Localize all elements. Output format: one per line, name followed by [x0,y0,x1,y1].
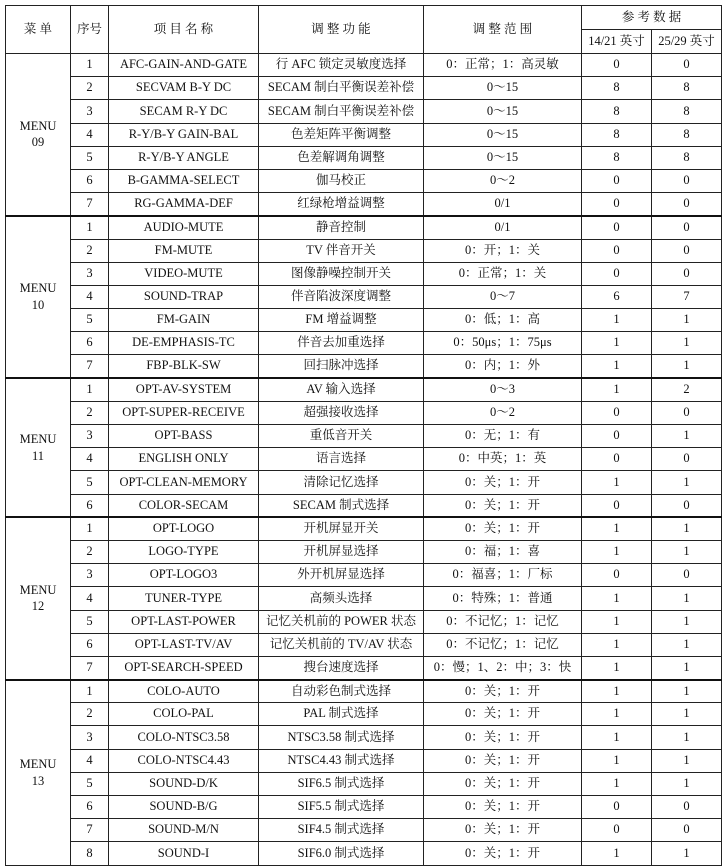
ref-25-29-cell: 0 [652,819,722,842]
item-name-cell: FM-MUTE [109,239,259,262]
range-cell: 0：福喜；1：厂标 [424,564,582,587]
table-row [6,100,722,123]
menu-cell [6,378,71,517]
ref-25-29-cell: 1 [652,749,722,772]
seq-cell: 6 [71,633,109,656]
ref-14-21-cell: 1 [582,309,652,332]
seq-cell: 6 [71,796,109,819]
header-item-name: 项 目 名 称 [109,6,259,54]
function-cell: 重低音开关 [259,425,424,448]
function-cell: 开机屏显选择 [259,540,424,563]
ref-14-21-cell: 0 [582,494,652,517]
function-cell: 静音控制 [259,216,424,239]
ref-14-21-cell: 8 [582,146,652,169]
seq-cell: 1 [71,680,109,703]
range-cell: 0～2 [424,401,582,424]
seq-cell: 5 [71,610,109,633]
item-name-cell: R-Y/B-Y ANGLE [109,146,259,169]
function-cell: 伴音陷波深度调整 [259,285,424,308]
menu-label: MENU [19,756,57,771]
seq-cell: 1 [71,54,109,77]
range-cell: 0：不记忆；1：记忆 [424,633,582,656]
ref-14-21-cell: 0 [582,564,652,587]
range-cell: 0：中英；1：英 [424,448,582,471]
ref-25-29-cell: 0 [652,193,722,216]
seq-cell: 4 [71,448,109,471]
ref-25-29-cell: 1 [652,425,722,448]
function-cell: SIF6.0 制式选择 [259,842,424,865]
function-cell: 伽马校正 [259,169,424,192]
function-cell: SIF5.5 制式选择 [259,796,424,819]
ref-25-29-cell: 0 [652,494,722,517]
header-function: 调 整 功 能 [259,6,424,54]
range-cell: 0：关；1：开 [424,796,582,819]
table-row [6,796,722,819]
item-name-cell: SOUND-D/K [109,772,259,795]
function-cell: 开机屏显开关 [259,517,424,540]
item-name-cell: COLO-NTSC3.58 [109,726,259,749]
range-cell: 0：关；1：开 [424,819,582,842]
ref-14-21-cell: 0 [582,401,652,424]
table-row [6,517,722,540]
menu-cell [6,517,71,679]
seq-cell: 4 [71,123,109,146]
ref-25-29-cell: 1 [652,703,722,726]
range-cell: 0：关；1：开 [424,471,582,494]
ref-25-29-cell: 1 [652,517,722,540]
seq-cell: 3 [71,100,109,123]
item-name-cell: SOUND-TRAP [109,285,259,308]
range-cell: 0：低；1：高 [424,309,582,332]
seq-cell: 6 [71,332,109,355]
range-cell: 0：慢；1、2：中；3：快 [424,656,582,679]
item-name-cell: DE-EMPHASIS-TC [109,332,259,355]
function-cell: SECAM 制式选择 [259,494,424,517]
range-cell: 0～7 [424,285,582,308]
range-cell: 0：关；1：开 [424,703,582,726]
service-menu-table [5,5,722,866]
item-name-cell: SECAM R-Y DC [109,100,259,123]
seq-cell: 7 [71,656,109,679]
item-name-cell: OPT-SUPER-RECEIVE [109,401,259,424]
function-cell: NTSC4.43 制式选择 [259,749,424,772]
table-row [6,471,722,494]
function-cell: NTSC3.58 制式选择 [259,726,424,749]
seq-cell: 7 [71,193,109,216]
item-name-cell: FM-GAIN [109,309,259,332]
table-row [6,819,722,842]
header-col-25-29: 25/29 英寸 [652,30,722,54]
seq-cell: 5 [71,146,109,169]
item-name-cell: AUDIO-MUTE [109,216,259,239]
header-reference: 参 考 数 据 [582,6,722,30]
table-row [6,726,722,749]
range-cell: 0：正常；1：关 [424,262,582,285]
seq-cell: 7 [71,819,109,842]
seq-cell: 1 [71,378,109,401]
ref-25-29-cell: 0 [652,401,722,424]
seq-cell: 6 [71,494,109,517]
range-cell: 0：福；1：喜 [424,540,582,563]
seq-cell: 5 [71,309,109,332]
ref-25-29-cell: 8 [652,77,722,100]
ref-14-21-cell: 0 [582,425,652,448]
table-row [6,564,722,587]
item-name-cell: LOGO-TYPE [109,540,259,563]
item-name-cell: OPT-AV-SYSTEM [109,378,259,401]
menu-number: 09 [31,135,45,150]
table-row [6,448,722,471]
menu-label: MENU [19,281,57,296]
ref-14-21-cell: 1 [582,726,652,749]
table-row [6,587,722,610]
menu-cell [6,680,71,866]
function-cell: 回扫脉冲选择 [259,355,424,378]
ref-25-29-cell: 0 [652,796,722,819]
menu-label: MENU [19,431,57,446]
table-row [6,772,722,795]
function-cell: 外开机屏显选择 [259,564,424,587]
function-cell: SECAM 制白平衡误差补偿 [259,77,424,100]
function-cell: TV 伴音开关 [259,239,424,262]
table-row [6,749,722,772]
ref-14-21-cell: 1 [582,332,652,355]
item-name-cell: AFC-GAIN-AND-GATE [109,54,259,77]
function-cell: 伴音去加重选择 [259,332,424,355]
item-name-cell: OPT-SEARCH-SPEED [109,656,259,679]
function-cell: 记忆关机前的 TV/AV 状态 [259,633,424,656]
ref-14-21-cell: 0 [582,262,652,285]
ref-25-29-cell: 8 [652,100,722,123]
item-name-cell: OPT-LAST-POWER [109,610,259,633]
ref-14-21-cell: 8 [582,123,652,146]
header-seq: 序号 [71,6,109,54]
menu-number: 13 [31,773,45,788]
header-range: 调 整 范 围 [424,6,582,54]
table-row [6,169,722,192]
range-cell: 0：50μs；1：75μs [424,332,582,355]
function-cell: FM 增益调整 [259,309,424,332]
table-row [6,401,722,424]
table-row [6,216,722,239]
ref-25-29-cell: 1 [652,540,722,563]
ref-25-29-cell: 1 [652,610,722,633]
seq-cell: 4 [71,587,109,610]
table-body [6,54,722,866]
ref-14-21-cell: 1 [582,772,652,795]
function-cell: PAL 制式选择 [259,703,424,726]
range-cell: 0～15 [424,77,582,100]
item-name-cell: COLO-PAL [109,703,259,726]
ref-25-29-cell: 0 [652,169,722,192]
ref-14-21-cell: 1 [582,703,652,726]
table-row [6,239,722,262]
menu-number: 12 [31,599,45,614]
table-row [6,123,722,146]
seq-cell: 2 [71,401,109,424]
seq-cell: 5 [71,471,109,494]
seq-cell: 5 [71,772,109,795]
ref-14-21-cell: 0 [582,169,652,192]
table-row [6,309,722,332]
ref-25-29-cell: 2 [652,378,722,401]
ref-25-29-cell: 1 [652,332,722,355]
ref-25-29-cell: 1 [652,772,722,795]
range-cell: 0/1 [424,216,582,239]
function-cell: 图像静噪控制开关 [259,262,424,285]
menu-label: MENU [19,582,57,597]
item-name-cell: OPT-LOGO3 [109,564,259,587]
table-row [6,842,722,865]
range-cell: 0：关；1：开 [424,842,582,865]
table-row [6,540,722,563]
item-name-cell: SOUND-M/N [109,819,259,842]
ref-14-21-cell: 1 [582,656,652,679]
seq-cell: 2 [71,239,109,262]
ref-14-21-cell: 1 [582,610,652,633]
item-name-cell: OPT-LOGO [109,517,259,540]
table-row [6,656,722,679]
item-name-cell: VIDEO-MUTE [109,262,259,285]
ref-25-29-cell: 0 [652,262,722,285]
range-cell: 0：正常；1：高灵敏 [424,54,582,77]
ref-14-21-cell: 1 [582,587,652,610]
seq-cell: 2 [71,540,109,563]
range-cell: 0～15 [424,123,582,146]
header-col-14-21: 14/21 英寸 [582,30,652,54]
table-row [6,703,722,726]
ref-14-21-cell: 1 [582,540,652,563]
range-cell: 0～15 [424,146,582,169]
function-cell: 超强接收选择 [259,401,424,424]
function-cell: 清除记忆选择 [259,471,424,494]
seq-cell: 8 [71,842,109,865]
ref-25-29-cell: 1 [652,842,722,865]
range-cell: 0：关；1：开 [424,726,582,749]
seq-cell: 3 [71,262,109,285]
range-cell: 0～3 [424,378,582,401]
item-name-cell: COLO-AUTO [109,680,259,703]
function-cell: SECAM 制白平衡误差补偿 [259,100,424,123]
item-name-cell: OPT-LAST-TV/AV [109,633,259,656]
table-row [6,146,722,169]
ref-14-21-cell: 0 [582,54,652,77]
ref-25-29-cell: 8 [652,123,722,146]
range-cell: 0：不记忆；1：记忆 [424,610,582,633]
ref-25-29-cell: 0 [652,448,722,471]
table-row [6,680,722,703]
seq-cell: 4 [71,285,109,308]
function-cell: SIF4.5 制式选择 [259,819,424,842]
ref-14-21-cell: 6 [582,285,652,308]
ref-25-29-cell: 1 [652,726,722,749]
header-menu: 菜 单 [6,6,71,54]
item-name-cell: OPT-BASS [109,425,259,448]
ref-14-21-cell: 1 [582,749,652,772]
item-name-cell: B-GAMMA-SELECT [109,169,259,192]
range-cell: 0～2 [424,169,582,192]
table-row [6,425,722,448]
function-cell: 记忆关机前的 POWER 状态 [259,610,424,633]
item-name-cell: SECVAM B-Y DC [109,77,259,100]
ref-14-21-cell: 0 [582,796,652,819]
ref-25-29-cell: 1 [652,355,722,378]
table-header [6,6,722,54]
table-row [6,262,722,285]
item-name-cell: R-Y/B-Y GAIN-BAL [109,123,259,146]
item-name-cell: RG-GAMMA-DEF [109,193,259,216]
ref-25-29-cell: 1 [652,471,722,494]
range-cell: 0：关；1：开 [424,494,582,517]
function-cell: 语言选择 [259,448,424,471]
ref-25-29-cell: 1 [652,656,722,679]
ref-25-29-cell: 7 [652,285,722,308]
ref-25-29-cell: 0 [652,54,722,77]
ref-14-21-cell: 1 [582,355,652,378]
range-cell: 0：特殊；1：普通 [424,587,582,610]
range-cell: 0：关；1：开 [424,680,582,703]
table-row [6,355,722,378]
table-row [6,610,722,633]
table-row [6,378,722,401]
ref-14-21-cell: 1 [582,471,652,494]
ref-25-29-cell: 1 [652,309,722,332]
table-row [6,193,722,216]
function-cell: 色差矩阵平衡调整 [259,123,424,146]
seq-cell: 2 [71,77,109,100]
function-cell: 红绿枪增益调整 [259,193,424,216]
ref-25-29-cell: 0 [652,564,722,587]
function-cell: 自动彩色制式选择 [259,680,424,703]
table-row [6,285,722,308]
range-cell: 0：内；1：外 [424,355,582,378]
range-cell: 0～15 [424,100,582,123]
item-name-cell: SOUND-B/G [109,796,259,819]
ref-14-21-cell: 1 [582,517,652,540]
item-name-cell: SOUND-I [109,842,259,865]
menu-cell [6,54,71,216]
seq-cell: 7 [71,355,109,378]
ref-14-21-cell: 0 [582,819,652,842]
ref-14-21-cell: 1 [582,680,652,703]
function-cell: AV 输入选择 [259,378,424,401]
function-cell: 行 AFC 锁定灵敏度选择 [259,54,424,77]
ref-14-21-cell: 0 [582,216,652,239]
item-name-cell: TUNER-TYPE [109,587,259,610]
range-cell: 0：关；1：开 [424,517,582,540]
seq-cell: 3 [71,425,109,448]
ref-14-21-cell: 8 [582,100,652,123]
ref-14-21-cell: 1 [582,378,652,401]
ref-25-29-cell: 0 [652,239,722,262]
table-row [6,633,722,656]
ref-25-29-cell: 8 [652,146,722,169]
item-name-cell: OPT-CLEAN-MEMORY [109,471,259,494]
function-cell: 高频头选择 [259,587,424,610]
seq-cell: 4 [71,749,109,772]
ref-14-21-cell: 0 [582,193,652,216]
seq-cell: 1 [71,216,109,239]
table-row [6,494,722,517]
item-name-cell: COLOR-SECAM [109,494,259,517]
item-name-cell: ENGLISH ONLY [109,448,259,471]
menu-number: 11 [31,448,45,463]
seq-cell: 6 [71,169,109,192]
seq-cell: 3 [71,564,109,587]
item-name-cell: FBP-BLK-SW [109,355,259,378]
ref-25-29-cell: 0 [652,216,722,239]
function-cell: 色差解调角调整 [259,146,424,169]
ref-14-21-cell: 0 [582,239,652,262]
ref-14-21-cell: 1 [582,633,652,656]
range-cell: 0：无；1：有 [424,425,582,448]
ref-14-21-cell: 0 [582,448,652,471]
function-cell: 搜台速度选择 [259,656,424,679]
seq-cell: 2 [71,703,109,726]
table-row [6,77,722,100]
ref-25-29-cell: 1 [652,680,722,703]
range-cell: 0：开；1：关 [424,239,582,262]
seq-cell: 3 [71,726,109,749]
table-row [6,332,722,355]
menu-cell [6,216,71,378]
range-cell: 0：关；1：开 [424,772,582,795]
menu-number: 10 [31,297,45,312]
ref-25-29-cell: 1 [652,587,722,610]
ref-25-29-cell: 1 [652,633,722,656]
seq-cell: 1 [71,517,109,540]
ref-14-21-cell: 8 [582,77,652,100]
table-row [6,54,722,77]
function-cell: SIF6.5 制式选择 [259,772,424,795]
menu-label: MENU [19,118,57,133]
range-cell: 0：关；1：开 [424,749,582,772]
range-cell: 0/1 [424,193,582,216]
ref-14-21-cell: 1 [582,842,652,865]
item-name-cell: COLO-NTSC4.43 [109,749,259,772]
